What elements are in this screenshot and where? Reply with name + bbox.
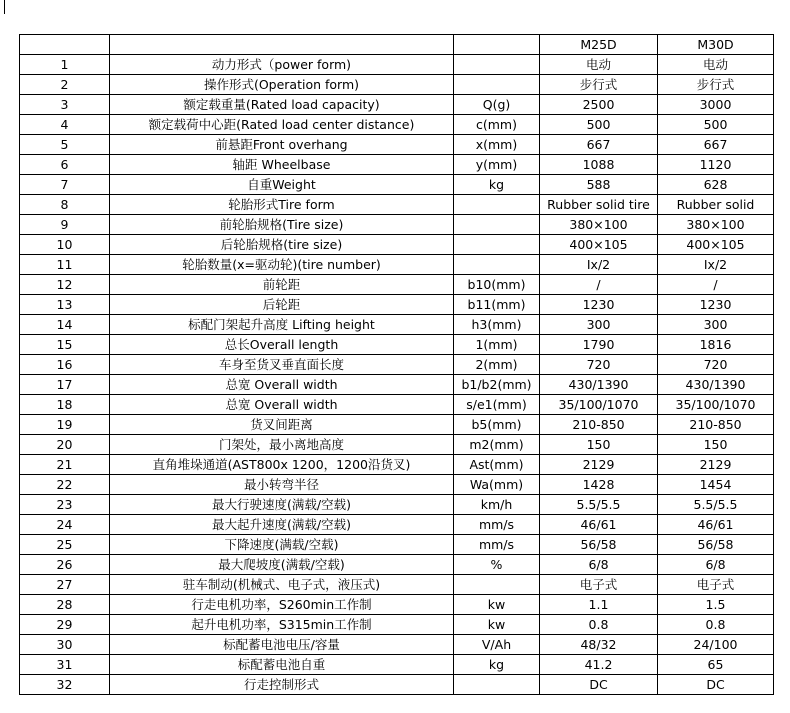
m25d-value: 588	[540, 175, 658, 195]
row-number: 11	[20, 255, 110, 275]
m30d-value: 2129	[658, 455, 774, 475]
m30d-value: 300	[658, 315, 774, 335]
m30d-value: 6/8	[658, 555, 774, 575]
item-name: 额定载重量(Rated load capacity)	[110, 95, 454, 115]
item-name: 驻车制动(机械式、电子式，液压式)	[110, 575, 454, 595]
table-row	[20, 595, 774, 615]
header-item	[110, 35, 454, 55]
m30d-value: 210-850	[658, 415, 774, 435]
unit: b5(mm)	[454, 415, 540, 435]
m25d-value: 667	[540, 135, 658, 155]
m30d-value: 1.5	[658, 595, 774, 615]
m30d-value: 400×105	[658, 235, 774, 255]
item-name: 后轮距	[110, 295, 454, 315]
m30d-value: 380×100	[658, 215, 774, 235]
unit: c(mm)	[454, 115, 540, 135]
unit: h3(mm)	[454, 315, 540, 335]
unit: Ast(mm)	[454, 455, 540, 475]
unit: b10(mm)	[454, 275, 540, 295]
row-number: 21	[20, 455, 110, 475]
table-row	[20, 335, 774, 355]
table-row	[20, 535, 774, 555]
m25d-value: Rubber solid tire	[540, 195, 658, 215]
unit	[454, 235, 540, 255]
row-number: 4	[20, 115, 110, 135]
table-row	[20, 375, 774, 395]
header-unit	[454, 35, 540, 55]
m25d-value: 430/1390	[540, 375, 658, 395]
table-row	[20, 655, 774, 675]
row-number: 18	[20, 395, 110, 415]
table-row	[20, 155, 774, 175]
unit: %	[454, 555, 540, 575]
unit: mm/s	[454, 535, 540, 555]
m30d-value: 电子式	[658, 575, 774, 595]
item-name: 最大行驶速度(满载/空载)	[110, 495, 454, 515]
m25d-value: /	[540, 275, 658, 295]
m25d-value: 1230	[540, 295, 658, 315]
m30d-value: 35/100/1070	[658, 395, 774, 415]
m30d-value: 3000	[658, 95, 774, 115]
row-number: 29	[20, 615, 110, 635]
item-name: 起升电机功率，S315min工作制	[110, 615, 454, 635]
m25d-value: 1428	[540, 475, 658, 495]
unit: 2(mm)	[454, 355, 540, 375]
row-number: 15	[20, 335, 110, 355]
m30d-value: 430/1390	[658, 375, 774, 395]
table-row	[20, 435, 774, 455]
row-number: 9	[20, 215, 110, 235]
row-number: 23	[20, 495, 110, 515]
unit	[454, 195, 540, 215]
item-name: 动力形式（power form)	[110, 55, 454, 75]
table-row	[20, 475, 774, 495]
item-name: 前悬距Front overhang	[110, 135, 454, 155]
m25d-value: 35/100/1070	[540, 395, 658, 415]
header-no	[20, 35, 110, 55]
unit: b11(mm)	[454, 295, 540, 315]
item-name: 前轮距	[110, 275, 454, 295]
m25d-value: 6/8	[540, 555, 658, 575]
m25d-value: 500	[540, 115, 658, 135]
row-number: 32	[20, 675, 110, 695]
row-number: 13	[20, 295, 110, 315]
unit	[454, 675, 540, 695]
item-name: 标配蓄电池自重	[110, 655, 454, 675]
row-number: 5	[20, 135, 110, 155]
m25d-value: 1790	[540, 335, 658, 355]
unit: s/e1(mm)	[454, 395, 540, 415]
row-number: 8	[20, 195, 110, 215]
unit	[454, 215, 540, 235]
unit: x(mm)	[454, 135, 540, 155]
unit: y(mm)	[454, 155, 540, 175]
m30d-value: 56/58	[658, 535, 774, 555]
m30d-value: /	[658, 275, 774, 295]
table-row	[20, 75, 774, 95]
unit: kw	[454, 595, 540, 615]
m30d-value: 电动	[658, 55, 774, 75]
m25d-value: 2129	[540, 455, 658, 475]
item-name: 直角堆垛通道(AST800x 1200，1200沿货叉)	[110, 455, 454, 475]
table-row	[20, 575, 774, 595]
item-name: 行走电机功率，S260min工作制	[110, 595, 454, 615]
header-m25d: M25D	[540, 35, 658, 55]
item-name: 最小转弯半径	[110, 475, 454, 495]
item-name: 前轮胎规格(Tire size)	[110, 215, 454, 235]
unit: kg	[454, 175, 540, 195]
unit	[454, 575, 540, 595]
unit: Wa(mm)	[454, 475, 540, 495]
unit: mm/s	[454, 515, 540, 535]
header-row	[20, 35, 774, 55]
row-number: 25	[20, 535, 110, 555]
unit	[454, 55, 540, 75]
m30d-value: 65	[658, 655, 774, 675]
m25d-value: 720	[540, 355, 658, 375]
item-name: 最大起升速度(满载/空载)	[110, 515, 454, 535]
table-row	[20, 315, 774, 335]
m30d-value: 5.5/5.5	[658, 495, 774, 515]
m30d-value: Ix/2	[658, 255, 774, 275]
row-number: 7	[20, 175, 110, 195]
row-number: 1	[20, 55, 110, 75]
table-row	[20, 395, 774, 415]
row-number: 26	[20, 555, 110, 575]
header-m30d: M30D	[658, 35, 774, 55]
row-number: 12	[20, 275, 110, 295]
spec-table	[19, 34, 774, 695]
m25d-value: DC	[540, 675, 658, 695]
m25d-value: 300	[540, 315, 658, 335]
m25d-value: 5.5/5.5	[540, 495, 658, 515]
table-row	[20, 115, 774, 135]
m30d-value: 150	[658, 435, 774, 455]
m30d-value: 1816	[658, 335, 774, 355]
m30d-value: DC	[658, 675, 774, 695]
m30d-value: 628	[658, 175, 774, 195]
table-row	[20, 55, 774, 75]
unit: km/h	[454, 495, 540, 515]
m25d-value: 1.1	[540, 595, 658, 615]
table-row	[20, 235, 774, 255]
item-name: 轴距 Wheelbase	[110, 155, 454, 175]
item-name: 总宽 Overall width	[110, 375, 454, 395]
item-name: 标配蓄电池电压/容量	[110, 635, 454, 655]
row-number: 10	[20, 235, 110, 255]
m25d-value: 48/32	[540, 635, 658, 655]
item-name: 行走控制形式	[110, 675, 454, 695]
m25d-value: 0.8	[540, 615, 658, 635]
m30d-value: 步行式	[658, 75, 774, 95]
m25d-value: 电子式	[540, 575, 658, 595]
m25d-value: 1088	[540, 155, 658, 175]
text-cursor-mark	[4, 0, 5, 14]
row-number: 27	[20, 575, 110, 595]
row-number: 17	[20, 375, 110, 395]
table-row	[20, 555, 774, 575]
row-number: 28	[20, 595, 110, 615]
table-row	[20, 515, 774, 535]
item-name: 总长Overall length	[110, 335, 454, 355]
m30d-value: 1120	[658, 155, 774, 175]
m30d-value: 0.8	[658, 615, 774, 635]
table-row	[20, 615, 774, 635]
unit: kw	[454, 615, 540, 635]
table-row	[20, 175, 774, 195]
item-name: 轮胎形式Tire form	[110, 195, 454, 215]
m25d-value: 150	[540, 435, 658, 455]
item-name: 货叉间距离	[110, 415, 454, 435]
table-row	[20, 455, 774, 475]
m25d-value: 380×100	[540, 215, 658, 235]
unit: V/Ah	[454, 635, 540, 655]
unit: b1/b2(mm)	[454, 375, 540, 395]
m25d-value: 46/61	[540, 515, 658, 535]
table-row	[20, 255, 774, 275]
item-name: 总宽 Overall width	[110, 395, 454, 415]
row-number: 22	[20, 475, 110, 495]
table-row	[20, 215, 774, 235]
row-number: 3	[20, 95, 110, 115]
m25d-value: 400×105	[540, 235, 658, 255]
row-number: 30	[20, 635, 110, 655]
table-row	[20, 415, 774, 435]
item-name: 标配门架起升高度 Lifting height	[110, 315, 454, 335]
row-number: 6	[20, 155, 110, 175]
row-number: 24	[20, 515, 110, 535]
m25d-value: 56/58	[540, 535, 658, 555]
table-row	[20, 675, 774, 695]
m25d-value: 2500	[540, 95, 658, 115]
item-name: 门架处，最小离地高度	[110, 435, 454, 455]
unit: m2(mm)	[454, 435, 540, 455]
table-row	[20, 295, 774, 315]
m25d-value: 步行式	[540, 75, 658, 95]
m25d-value: 电动	[540, 55, 658, 75]
row-number: 16	[20, 355, 110, 375]
table-row	[20, 635, 774, 655]
item-name: 自重Weight	[110, 175, 454, 195]
m30d-value: 500	[658, 115, 774, 135]
m30d-value: Rubber solid	[658, 195, 774, 215]
m25d-value: 210-850	[540, 415, 658, 435]
row-number: 20	[20, 435, 110, 455]
item-name: 轮胎数量(x=驱动轮)(tire number)	[110, 255, 454, 275]
item-name: 最大爬坡度(满载/空载)	[110, 555, 454, 575]
table-row	[20, 495, 774, 515]
unit: Q(g)	[454, 95, 540, 115]
m25d-value: Ix/2	[540, 255, 658, 275]
item-name: 车身至货叉垂直面长度	[110, 355, 454, 375]
m30d-value: 667	[658, 135, 774, 155]
item-name: 额定载荷中心距(Rated load center distance)	[110, 115, 454, 135]
m30d-value: 720	[658, 355, 774, 375]
m30d-value: 1454	[658, 475, 774, 495]
row-number: 14	[20, 315, 110, 335]
m25d-value: 41.2	[540, 655, 658, 675]
row-number: 31	[20, 655, 110, 675]
table-row	[20, 95, 774, 115]
unit: kg	[454, 655, 540, 675]
item-name: 操作形式(Operation form)	[110, 75, 454, 95]
table-row	[20, 195, 774, 215]
item-name: 下降速度(满载/空载)	[110, 535, 454, 555]
row-number: 2	[20, 75, 110, 95]
m30d-value: 1230	[658, 295, 774, 315]
table-row	[20, 355, 774, 375]
item-name: 后轮胎规格(tire size)	[110, 235, 454, 255]
unit	[454, 255, 540, 275]
unit	[454, 75, 540, 95]
m30d-value: 24/100	[658, 635, 774, 655]
table-row	[20, 135, 774, 155]
row-number: 19	[20, 415, 110, 435]
unit: 1(mm)	[454, 335, 540, 355]
table-row	[20, 275, 774, 295]
m30d-value: 46/61	[658, 515, 774, 535]
